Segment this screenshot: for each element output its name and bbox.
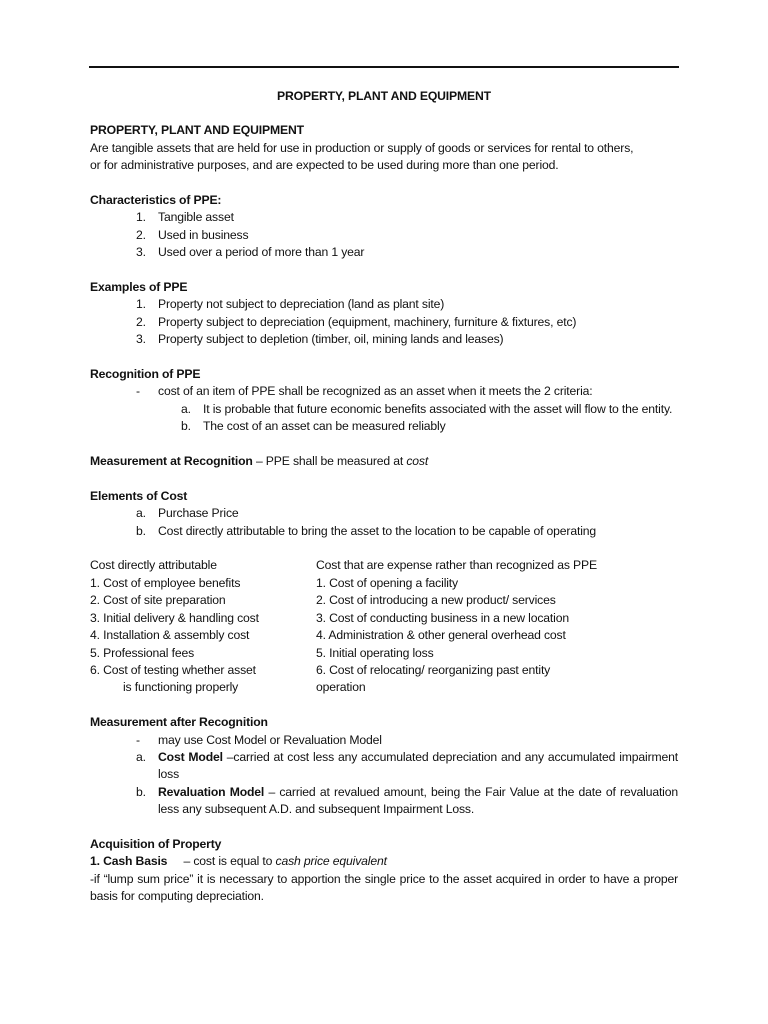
- list-item: 1. Cost of employee benefits: [90, 575, 241, 590]
- list-item: 4. Installation & assembly cost: [90, 628, 250, 643]
- list-item: - may use Cost Model or Revaluation Model: [136, 732, 382, 747]
- list-item: 3. Used over a period of more than 1 year: [136, 245, 365, 260]
- elements-heading: Elements of Cost: [90, 488, 188, 503]
- column-heading: Cost that are expense rather than recognized as PPE: [316, 558, 597, 573]
- acquisition-heading: Acquisition of Property: [90, 836, 222, 851]
- top-rule: [89, 66, 679, 68]
- column-heading: Cost directly attributable: [90, 558, 217, 573]
- list-item: a. Cost Model –carried at cost less any accumulated depreciation and any accumulated impairment loss: [136, 749, 678, 782]
- list-item: 3. Property subject to depletion (timber, oil, mining lands and leases): [136, 332, 504, 347]
- elements-list: [90, 505, 678, 540]
- list-item: a. It is probable that future economic benefits associated with the asset will flow to the entity.: [181, 401, 673, 416]
- measurement-line: Measurement at Recognition – PPE shall be measured at cost: [90, 454, 429, 469]
- list-item-continued: operation: [316, 680, 366, 695]
- recognition-criteria: [90, 401, 678, 436]
- cost-columns: [90, 557, 678, 696]
- lump-sum-paragraph: -if “lump sum price” it is necessary to apportion the single price to the asset acquired in order to have a proper basis for computing depreciation.: [90, 871, 678, 904]
- definition-line-1: Are tangible assets that are held for use in production or supply of goods or services for rental to others,: [90, 140, 634, 155]
- list-item: b. Cost directly attributable to bring the asset to the location to be capable of operating: [136, 523, 597, 538]
- list-item: 2. Cost of introducing a new product/ services: [316, 593, 556, 608]
- definition-line-2: or for administrative purposes, and are expected to be used during more than one period.: [90, 158, 559, 173]
- list-item: 2. Used in business: [136, 227, 249, 242]
- list-item: 4. Administration & other general overhead cost: [316, 628, 566, 643]
- document-content: [90, 88, 678, 906]
- list-item: 5. Professional fees: [90, 645, 195, 660]
- recognition-list: [90, 383, 678, 400]
- examples-heading: Examples of PPE: [90, 280, 188, 295]
- list-item: 3. Cost of conducting business in a new location: [316, 610, 569, 625]
- examples-list: [90, 296, 678, 348]
- list-item: b. Revaluation Model – carried at revalued amount, being the Fair Value at the date of revaluation less any subsequent A.D. and subsequent Impairment Loss.: [136, 784, 679, 817]
- after-list: [90, 732, 678, 749]
- characteristics-list: [90, 209, 678, 261]
- cash-basis-line: 1. Cash Basis – cost is equal to cash price equivalent: [90, 854, 387, 869]
- list-item: 3. Initial delivery & handling cost: [90, 610, 259, 625]
- attributable-column: [90, 557, 316, 696]
- list-item: 2. Property subject to depreciation (equipment, machinery, furniture & fixtures, etc): [136, 314, 577, 329]
- list-item-continued: is functioning properly: [123, 680, 239, 695]
- list-item: 6. Cost of relocating/ reorganizing past entity: [316, 662, 551, 677]
- list-item: a. Purchase Price: [136, 506, 239, 521]
- characteristics-heading: Characteristics of PPE:: [90, 193, 222, 208]
- list-item: 1. Tangible asset: [136, 210, 234, 225]
- list-item: 5. Initial operating loss: [316, 645, 434, 660]
- document-title: PROPERTY, PLANT AND EQUIPMENT: [277, 89, 491, 103]
- list-item: 6. Cost of testing whether asset: [90, 662, 256, 677]
- after-heading: Measurement after Recognition: [90, 715, 268, 730]
- list-item: 1. Cost of opening a facility: [316, 575, 458, 590]
- list-item: 2. Cost of site preparation: [90, 593, 226, 608]
- after-models: [90, 749, 678, 819]
- list-item: 1. Property not subject to depreciation (land as plant site): [136, 297, 445, 312]
- recognition-heading: Recognition of PPE: [90, 367, 201, 382]
- expense-column: [316, 557, 616, 696]
- list-item: b. The cost of an asset can be measured reliably: [181, 419, 446, 434]
- list-item: - cost of an item of PPE shall be recognized as an asset when it meets the 2 criteria:: [136, 384, 593, 399]
- definition-heading: PROPERTY, PLANT AND EQUIPMENT: [90, 123, 304, 138]
